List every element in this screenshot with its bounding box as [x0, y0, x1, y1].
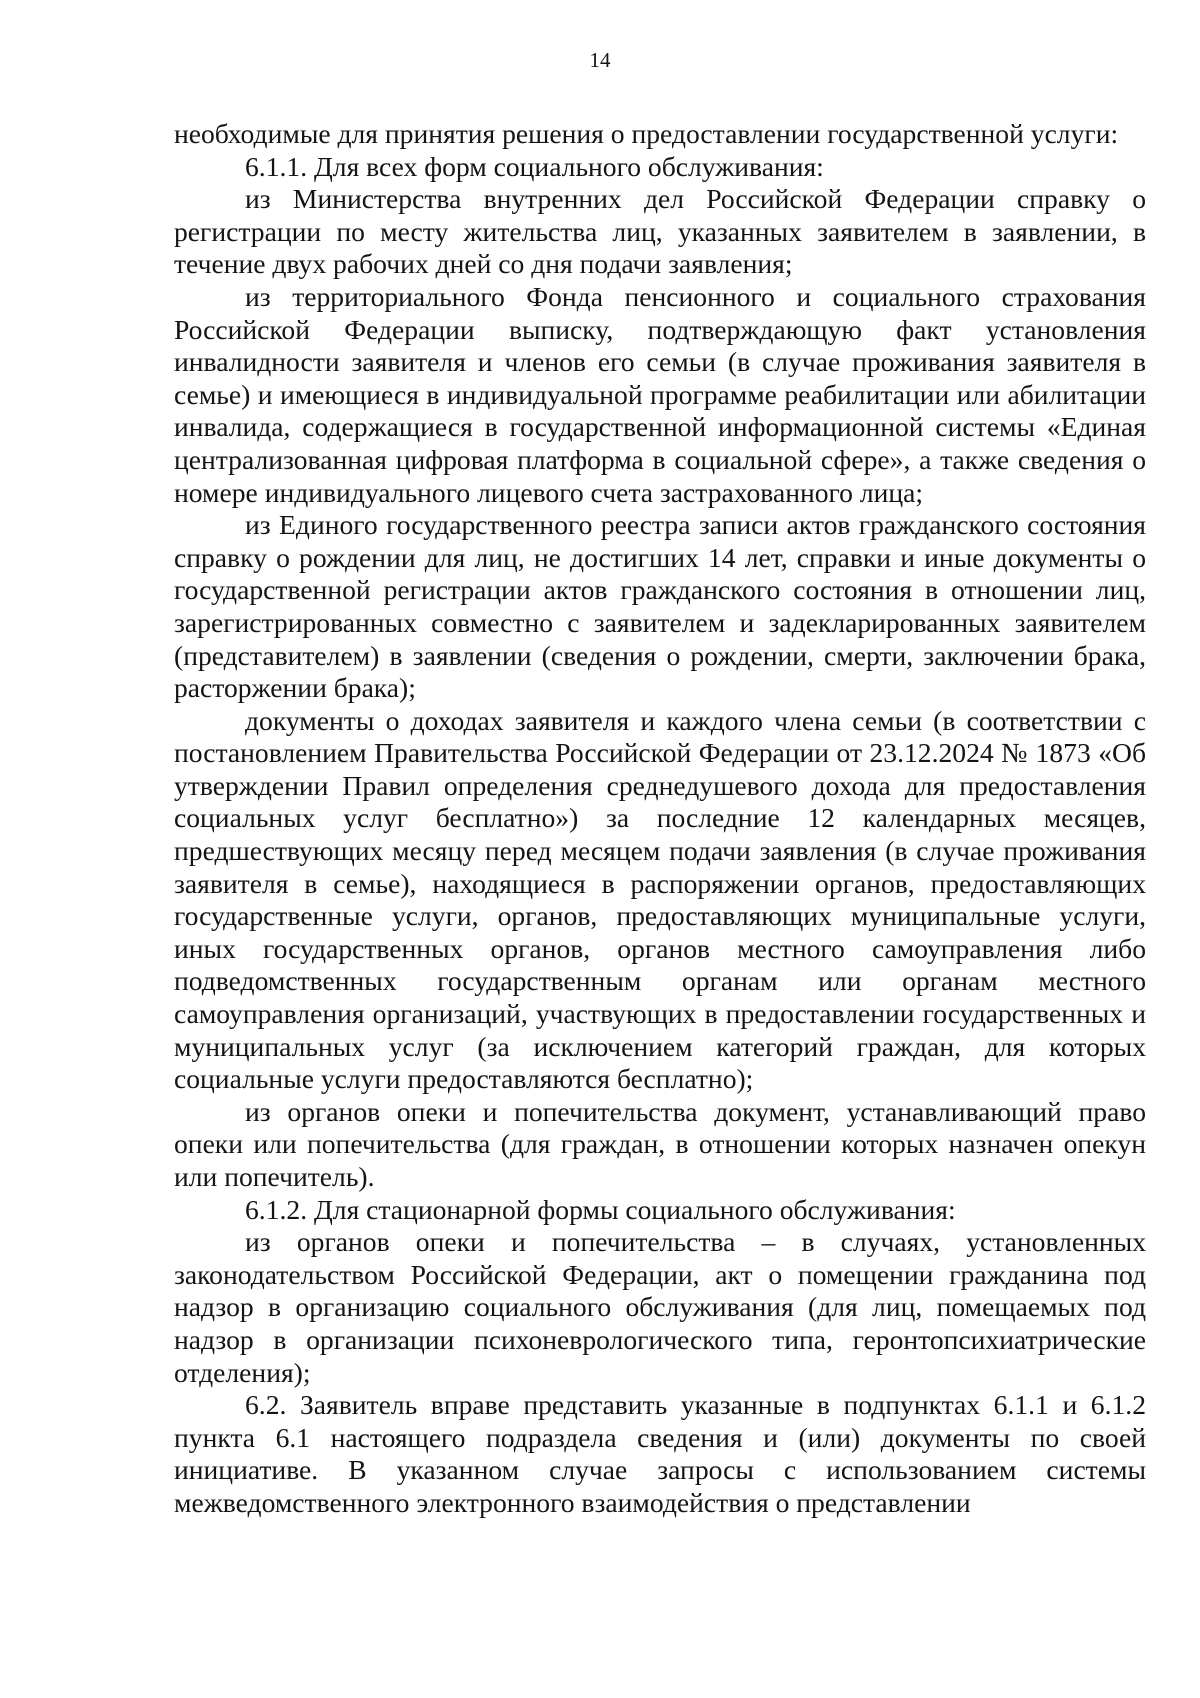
page-number: 14 — [589, 48, 611, 72]
paragraph-mvd-registration: из Министерства внутренних дел Российской Федерации справку о регистрации по месту жительства лиц, указанных заявителем в заявлении, в течение двух рабочих дней со дня подачи заявления; — [174, 183, 1146, 280]
paragraph-guardianship-act: из органов опеки и попечительства – в случаях, установленных законодательством Российской Федерации, акт о помещении гражданина под надзор в организацию социального обслуживания (для лиц, помещаемых под надзор в организации психоневрологического типа, геронтопсихиатрические отделения); — [174, 1226, 1146, 1388]
paragraph-continuation: необходимые для принятия решения о предоставлении государственной услуги: — [174, 118, 1119, 149]
paragraph-income-documents: документы о доходах заявителя и каждого члена семьи (в соответствии с постановлением Правительства Российской Федерации от 23.12.2024 № 1873 «Об утверждении Правил определения среднедушевого дохода для предоставления социальных услуг бесплатно») за последние 12 календарных месяцев, предшествующих месяцу перед месяцем подачи заявления (в случае проживания заявителя в семье), находящиеся в распоряжении органов, предоставляющих государственные услуги, органов, предоставляющих муниципальные услуги, иных государственных органов, органов местного самоуправления либо подведомственных государственным органам или органам местного самоуправления организаций, участвующих в предоставлении государственных и муниципальных услуг (за исключением категорий граждан, для которых социальные услуги предоставляются бесплатно); — [174, 704, 1146, 1095]
document-body — [174, 118, 1146, 1520]
paragraph-pension-fund: из территориального Фонда пенсионного и социального страхования Российской Федерации выписку, подтверждающую факт установления инвалидности заявителя и членов его семьи (в случае проживания заявителя в семье) и имеющиеся в индивидуальной программе реабилитации или абилитации инвалида, содержащиеся в государственной информационной системы «Единая централизованная цифровая платформа в социальной сфере», а также сведения о номере индивидуального лицевого счета застрахованного лица; — [174, 280, 1146, 508]
paragraph-section-6-2: 6.2. Заявитель вправе представить указанные в подпунктах 6.1.1 и 6.1.2 пункта 6.1 настоящего подраздела сведения и (или) документы по своей инициативе. В указанном случае запросы с использованием системы межведомственного электронного взаимодействия о представлении — [174, 1389, 1146, 1518]
paragraph-subsection-6-1-1: 6.1.1. Для всех форм социального обслуживания: — [245, 150, 824, 182]
paragraph-civil-registry: из Единого государственного реестра записи актов гражданского состояния справку о рождении для лиц, не достигших 14 лет, справки и иные документы о государственной регистрации актов гражданского состояния в отношении лиц, зарегистрированных совместно с заявителем и задекларированных заявителем (представителем) в заявлении (сведения о рождении, смерти, заключении брака, расторжении брака); — [174, 509, 1146, 704]
paragraph-guardianship-document: из органов опеки и попечительства документ, устанавливающий право опеки или попечительства (для граждан, в отношении которых назначен опекун или попечитель). — [174, 1095, 1146, 1192]
paragraph-subsection-6-1-2: 6.1.2. Для стационарной формы социального обслуживания: — [245, 1193, 956, 1225]
